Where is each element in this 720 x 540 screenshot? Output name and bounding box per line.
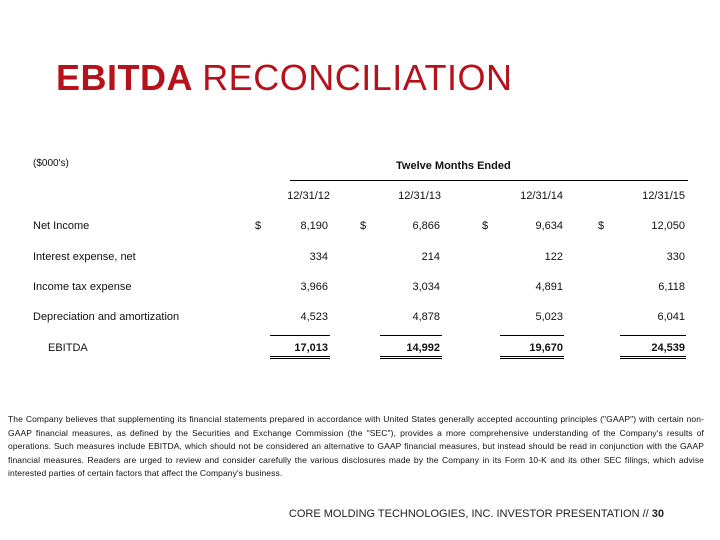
cell-depreciation-2012: 4,523 <box>300 311 328 323</box>
column-header-2014: 12/31/14 <box>520 190 563 202</box>
title-bold: EBITDA <box>56 57 192 98</box>
subtotal-rule <box>380 335 442 336</box>
cell-interest-2013: 214 <box>421 251 440 263</box>
cell-interest-2015: 330 <box>666 251 685 263</box>
disclaimer-text: The Company believes that supplementing its financial statements prepared in accordance with United States generally accepted accounting principles ("GAAP") with certain non-GAAP financial measures, as defined by the Securities and Exchange Commission (the "SEC"), provides a more comprehensive understanding of the Company's results of operations. Such measures include EBITDA, which should not be considered an alternative to GAAP financial measures, but instead should be read in conjunction with the GAAP financial measures. Readers are urged to review and consider carefully the various disclosures made by the Company in its Form 10-K and its other SEC filings, which advise interested parties of certain factors that affect the Company's business. <box>8 414 704 478</box>
column-header-2015: 12/31/15 <box>642 190 685 202</box>
cell-ebitda-2014: 19,670 <box>529 342 563 354</box>
cell-ebitda-2013: 14,992 <box>406 342 440 354</box>
column-header-2013: 12/31/13 <box>398 190 441 202</box>
period-header: Twelve Months Ended <box>396 160 511 172</box>
cell-interest-2012: 334 <box>309 251 328 263</box>
title-rest: RECONCILIATION <box>202 57 513 98</box>
cell-ebitda-2015: 24,539 <box>651 342 685 354</box>
currency-symbol: $ <box>255 220 262 232</box>
row-label-interest-expense: Interest expense, net <box>33 251 136 263</box>
subtotal-rule <box>500 335 564 336</box>
cell-depreciation-2013: 4,878 <box>412 311 440 323</box>
cell-net-income-2013: 6,866 <box>412 220 440 232</box>
units-label: ($000's) <box>33 158 69 169</box>
row-label-income-tax: Income tax expense <box>33 281 132 293</box>
row-label-ebitda: EBITDA <box>48 342 88 354</box>
cell-income-tax-2014: 4,891 <box>535 281 563 293</box>
currency-symbol: $ <box>360 220 367 232</box>
cell-depreciation-2015: 6,041 <box>657 311 685 323</box>
page-title <box>56 56 513 100</box>
currency-symbol: $ <box>482 220 489 232</box>
cell-ebitda-2012: 17,013 <box>294 342 328 354</box>
header-rule <box>290 180 688 181</box>
total-double-rule <box>500 356 564 359</box>
cell-income-tax-2013: 3,034 <box>412 281 440 293</box>
footer <box>289 508 664 520</box>
cell-income-tax-2012: 3,966 <box>300 281 328 293</box>
cell-net-income-2012: 8,190 <box>300 220 328 232</box>
currency-symbol: $ <box>598 220 605 232</box>
row-label-depreciation: Depreciation and amortization <box>33 311 180 323</box>
subtotal-rule <box>270 335 330 336</box>
cell-interest-2014: 122 <box>544 251 563 263</box>
total-double-rule <box>270 356 330 359</box>
row-label-net-income: Net Income <box>33 220 90 232</box>
cell-depreciation-2014: 5,023 <box>535 311 563 323</box>
page-number: 30 <box>651 508 664 520</box>
subtotal-rule <box>620 335 686 336</box>
footer-text: CORE MOLDING TECHNOLOGIES, INC. INVESTOR PRESENTATION // <box>288 508 652 520</box>
cell-net-income-2014: 9,634 <box>535 220 563 232</box>
total-double-rule <box>620 356 686 359</box>
total-double-rule <box>380 356 442 359</box>
column-header-2012: 12/31/12 <box>287 190 330 202</box>
cell-income-tax-2015: 6,118 <box>658 281 685 293</box>
cell-net-income-2015: 12,050 <box>651 220 685 232</box>
